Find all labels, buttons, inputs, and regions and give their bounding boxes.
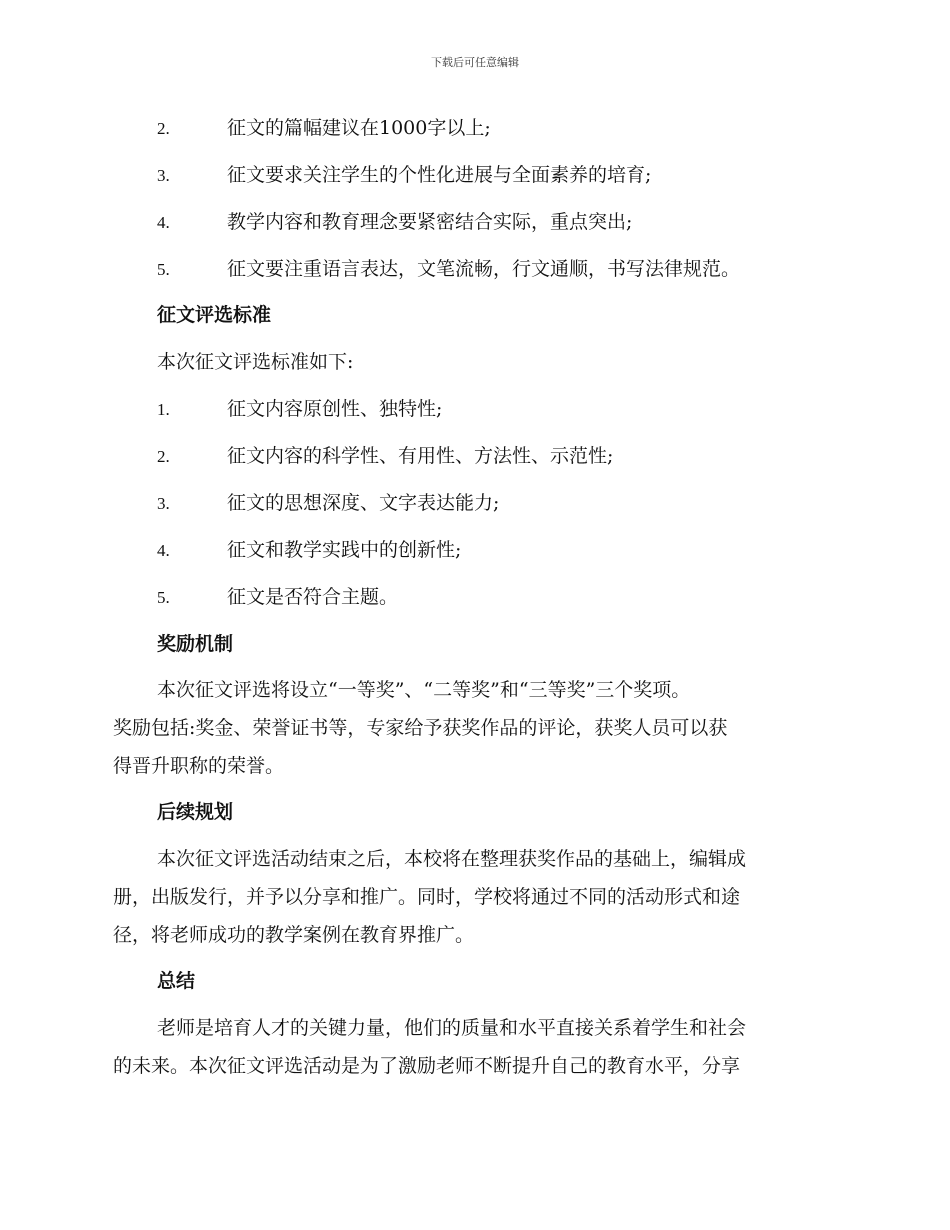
list-text: 征文内容的科学性、有用性、方法性、示范性; — [227, 445, 614, 467]
paragraph-line: 径，将老师成功的教学案例在教育界推广。 — [113, 924, 475, 946]
list-text: 征文是否符合主题。 — [227, 586, 399, 608]
list-number: 2. — [157, 447, 170, 466]
followup-paragraph — [113, 840, 833, 954]
paragraph-line: 的未来。本次征文评选活动是为了激励老师不断提升自己的教育水平，分享 — [113, 1055, 741, 1077]
rewards-paragraph — [113, 671, 833, 785]
paragraph-line: 本次征文评选活动结束之后，本校将在整理获奖作品的基础上，编辑成 — [157, 848, 747, 870]
list-text: 征文的篇幅建议在1000字以上; — [227, 117, 491, 139]
list-item — [157, 115, 491, 142]
list-number: 5. — [157, 260, 170, 279]
list-item — [157, 584, 398, 611]
list-item — [157, 162, 651, 189]
list-item — [157, 256, 740, 283]
paragraph-line: 得晋升职称的荣誉。 — [113, 755, 285, 777]
list-number: 5. — [157, 588, 170, 607]
followup-heading: 后续规划 — [157, 801, 234, 823]
list-text: 征文的思想深度、文字表达能力; — [227, 492, 500, 514]
page-header: 下载后可任意编辑 — [431, 56, 519, 69]
list-number: 2. — [157, 119, 170, 138]
list-item — [157, 396, 442, 423]
paragraph-line: 册，出版发行，并予以分享和推广。同时，学校将通过不同的活动形式和途 — [113, 886, 741, 908]
list-number: 1. — [157, 400, 170, 419]
paragraph-line: 本次征文评选将设立“一等奖”、“二等奖”和“三等奖”三个奖项。 — [157, 679, 691, 701]
paragraph-line: 老师是培育人才的关键力量，他们的质量和水平直接关系着学生和社会 — [157, 1017, 747, 1039]
list-number: 3. — [157, 494, 170, 513]
list-item — [157, 443, 613, 470]
list-item — [157, 537, 461, 564]
summary-heading: 总结 — [157, 970, 196, 992]
criteria-intro: 本次征文评选标准如下: — [157, 351, 354, 373]
list-item — [157, 209, 632, 236]
list-text: 征文要求关注学生的个性化进展与全面素养的培育; — [227, 164, 652, 186]
summary-paragraph — [113, 1009, 833, 1085]
list-number: 4. — [157, 213, 170, 232]
list-number: 3. — [157, 166, 170, 185]
paragraph-line: 奖励包括:奖金、荣誉证书等，专家给予获奖作品的评论，获奖人员可以获 — [113, 717, 728, 739]
list-text: 征文内容原创性、独特性; — [227, 398, 443, 420]
rewards-heading: 奖励机制 — [157, 633, 234, 655]
list-text: 征文要注重语言表达，文笔流畅，行文通顺，书写法律规范。 — [227, 258, 741, 280]
list-number: 4. — [157, 541, 170, 560]
list-text: 征文和教学实践中的创新性; — [227, 539, 462, 561]
criteria-heading: 征文评选标准 — [157, 304, 272, 326]
list-item — [157, 490, 499, 517]
list-text: 教学内容和教育理念要紧密结合实际，重点突出; — [227, 211, 633, 233]
